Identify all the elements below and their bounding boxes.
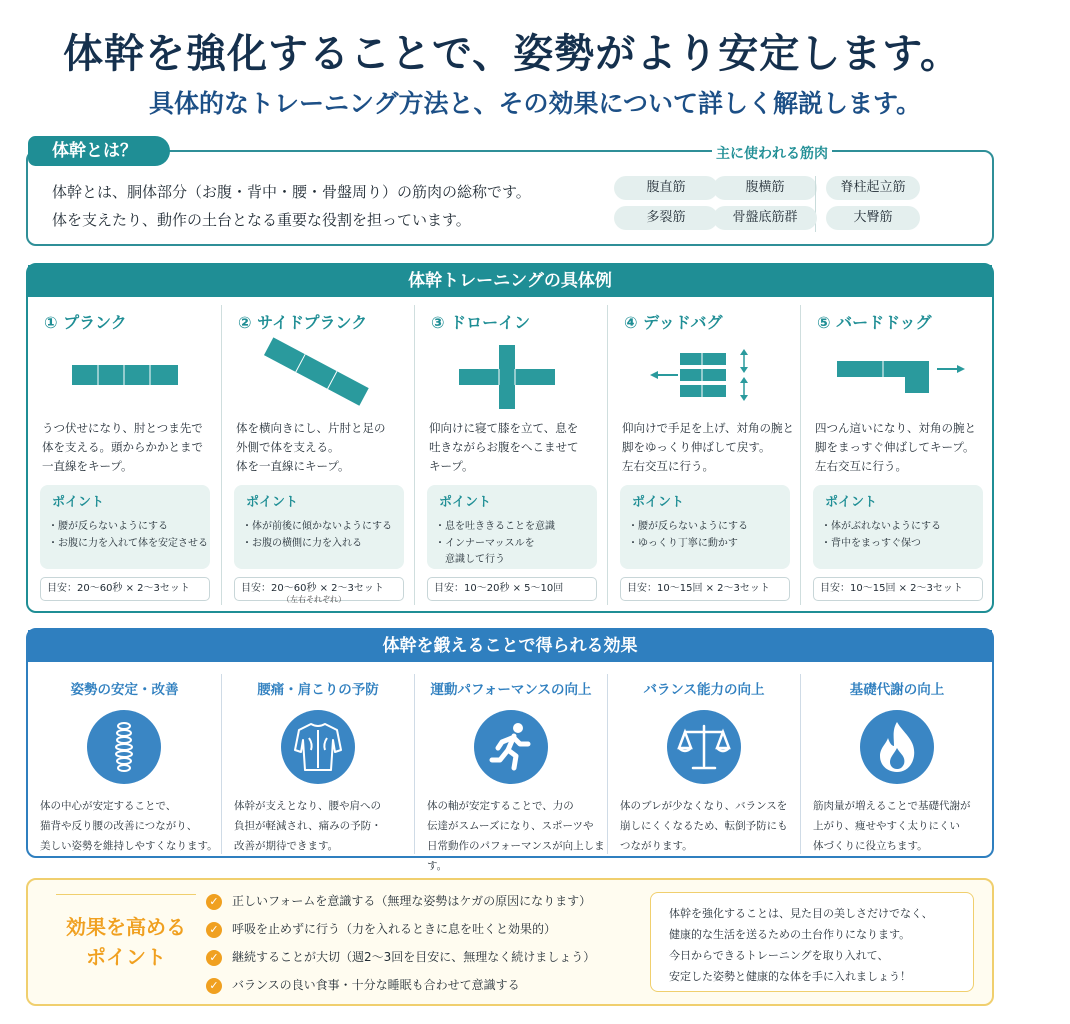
point-item: ・腰が反らないようにする — [48, 521, 168, 532]
point-item: ・背中をまっすぐ保つ — [821, 538, 921, 549]
exercise-name: ② サイドプランク — [238, 313, 368, 332]
point-label: ポイント — [825, 495, 878, 510]
message-line: 健康的な生活を送るための土台作りになります。 — [669, 928, 911, 941]
point-item: ・腰が反らないようにする — [628, 521, 748, 532]
exercise-desc: 体を横向きにし、片肘と足の 外側で体を支える。 体を一直線にキープ。 — [236, 421, 386, 473]
exercises-heading: 体幹トレーニングの具体例 — [28, 265, 992, 297]
point-item: ・インナーマッスルを — [435, 538, 535, 549]
tip-item: ✓ 継続することが大切（週2〜3回を目安に、無理なく続けましょう） — [206, 948, 595, 966]
effect-card — [28, 674, 221, 854]
effect-name: バランス能力の向上 — [643, 682, 765, 698]
message-box — [650, 892, 974, 992]
point-box — [813, 485, 983, 569]
effect-card — [221, 674, 414, 854]
point-box — [620, 485, 790, 569]
definition-line: 体幹とは、胴体部分（お腹・背中・腰・骨盤周り）の筋肉の総称です。 — [52, 183, 531, 201]
point-item: ・ゆっくり丁寧に動かす — [628, 538, 738, 549]
point-label: ポイント — [246, 495, 299, 510]
plank-illustration-icon — [28, 345, 222, 419]
muscle-chip: 大臀筋 — [826, 206, 920, 230]
point-item: 意識して行う — [435, 554, 505, 565]
effect-card — [607, 674, 800, 854]
effect-name: 腰痛・肩こりの予防 — [257, 682, 379, 698]
exercise-card — [221, 305, 415, 605]
tip-item: ✓ 正しいフォームを意識する（無理な姿勢はケガの原因になります） — [206, 892, 591, 910]
effect-name: 運動パフォーマンスの向上 — [430, 682, 592, 698]
page-subtitle: 具体的なトレーニング方法と、その効果について詳しく解説します。 — [148, 89, 921, 118]
effects-panel — [26, 628, 994, 872]
exercise-desc: うつ伏せになり、肘とつま先で 体を支える。頭からかかとまで 一直線をキープ。 — [42, 421, 203, 473]
effect-desc: 筋肉量が増えることで基礎代謝が 上がり、痩せやすく太りにくい 体づくりに役立ちます。 — [813, 800, 971, 852]
exercise-name: ① プランク — [44, 313, 127, 332]
spine-icon — [87, 710, 161, 784]
tips-title: 効果を高める ポイント — [66, 915, 186, 969]
effect-card — [414, 674, 607, 872]
point-label: ポイント — [52, 495, 105, 510]
drawin-illustration-icon — [415, 345, 609, 419]
check-icon: ✓ — [206, 894, 222, 910]
guide-box: 目安：20〜60秒 × 2〜3セット — [40, 577, 210, 601]
page-title: 体幹を強化することで、姿勢がより安定します。 — [63, 31, 961, 77]
flame-icon — [860, 710, 934, 784]
deadbug-illustration-icon — [608, 345, 802, 419]
exercise-card — [414, 305, 608, 605]
effect-desc: 体の軸が安定することで、力の 伝達がスムーズになり、スポーツや 日常動作のパフォーマンスが向上します。 — [427, 800, 605, 872]
point-item: ・息を吐ききることを意識 — [435, 521, 555, 532]
exercise-card — [800, 305, 994, 605]
effect-name: 基礎代謝の向上 — [849, 682, 945, 698]
muscle-chip: 腹直筋 — [614, 176, 718, 200]
message-line: 体幹を強化することは、見た目の美しさだけでなく、 — [669, 907, 933, 920]
exercises-panel — [26, 263, 994, 613]
muscle-chip: 骨盤底筋群 — [713, 206, 817, 230]
definition-tag: 体幹とは？ — [28, 136, 170, 166]
guide-box: 目安：10〜20秒 × 5〜10回 — [427, 577, 597, 601]
back-muscles-icon — [281, 710, 355, 784]
bird-dog-illustration-icon — [801, 345, 995, 419]
guide-box: 目安：20〜60秒 × 2〜3セット — [234, 577, 404, 601]
point-item: ・お腹の横側に力を入れる — [242, 538, 362, 549]
tips-divider — [56, 894, 196, 895]
message-line: 今日からできるトレーニングを取り入れて、 — [669, 949, 889, 962]
point-box — [234, 485, 404, 569]
muscle-chip: 腹横筋 — [713, 176, 817, 200]
exercise-name: ⑤ バードドッグ — [817, 313, 932, 332]
effect-card — [800, 674, 993, 854]
point-box — [427, 485, 597, 569]
effect-name: 姿勢の安定・改善 — [70, 682, 179, 698]
effects-heading: 体幹を鍛えることで得られる効果 — [28, 630, 992, 662]
point-item: ・お腹に力を入れて体を安定させる — [48, 538, 208, 549]
effect-desc: 体のブレが少なくなり、バランスを 崩しにくくなるため、転倒予防にも つながります。 — [620, 800, 788, 852]
check-icon: ✓ — [206, 922, 222, 938]
guide-box: 目安：10〜15回 × 2〜3セット — [620, 577, 790, 601]
exercise-card — [28, 305, 222, 605]
muscle-chip: 脊柱起立筋 — [826, 176, 920, 200]
exercise-name: ③ ドローイン — [431, 313, 531, 332]
point-label: ポイント — [632, 495, 685, 510]
effect-desc: 体の中心が安定することで、 猫背や反り腰の改善につながり、 美しい姿勢を維持しやすくなります。 — [40, 800, 218, 852]
guide-note: （左右それぞれ） — [282, 595, 346, 604]
point-item: ・体が前後に傾かないようにする — [242, 521, 392, 532]
exercise-desc: 四つん這いになり、対角の腕と 脚をまっすぐ伸ばしてキープ。 左右交互に行う。 — [815, 421, 976, 473]
point-label: ポイント — [439, 495, 492, 510]
check-icon: ✓ — [206, 950, 222, 966]
exercise-card — [607, 305, 801, 605]
check-icon: ✓ — [206, 978, 222, 994]
muscle-chip: 多裂筋 — [614, 206, 718, 230]
guide-box: 目安：10〜15回 × 2〜3セット — [813, 577, 983, 601]
muscles-heading: 主に使われる筋肉 — [712, 143, 832, 163]
tip-item: ✓ バランスの良い食事・十分な睡眠も合わせて意識する — [206, 976, 520, 994]
runner-icon — [474, 710, 548, 784]
exercise-desc: 仰向けで手足を上げ、対角の腕と 脚をゆっくり伸ばして戻す。 左右交互に行う。 — [622, 421, 795, 473]
tip-item: ✓ 呼吸を止めずに行う（力を入れるときに息を吐くと効果的） — [206, 920, 556, 938]
effect-desc: 体幹が支えとなり、腰や肩への 負担が軽減され、痛みの予防・ 改善が期待できます。 — [234, 800, 382, 852]
definition-line: 体を支えたり、動作の土台となる重要な役割を担っています。 — [52, 211, 471, 229]
point-box — [40, 485, 210, 569]
message-line: 安定した姿勢と健康的な体を手に入れましょう！ — [669, 970, 911, 983]
balance-scale-icon — [667, 710, 741, 784]
side-plank-illustration-icon — [222, 345, 416, 419]
exercise-desc: 仰向けに寝て膝を立て、息を 吐きながらお腹をへこませて キープ。 — [429, 421, 579, 473]
exercise-name: ④ デッドバグ — [624, 313, 723, 332]
tips-panel — [26, 878, 994, 1006]
point-item: ・体がぶれないようにする — [821, 521, 941, 532]
